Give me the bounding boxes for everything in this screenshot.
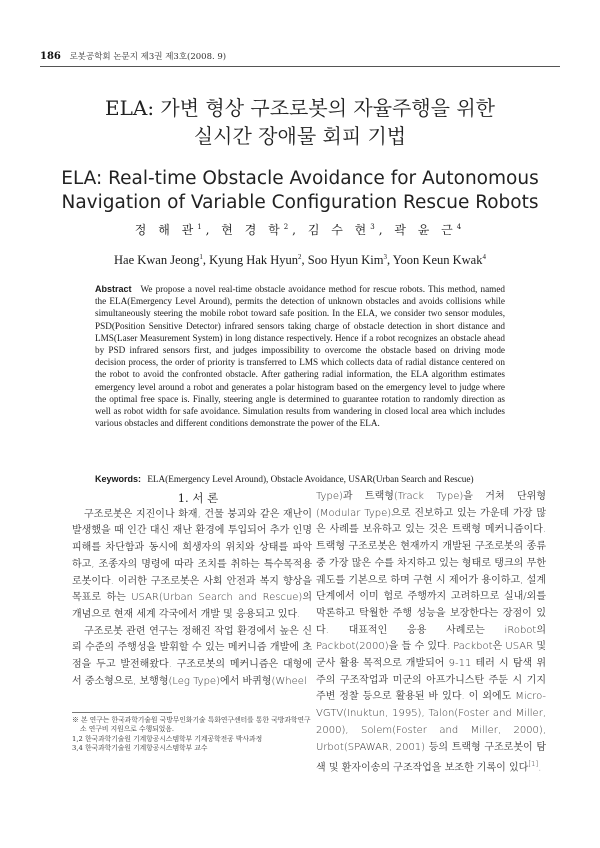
journal-name: 로봇공학회 논문지 제3권 제3호(2008. 9) xyxy=(69,52,227,62)
title-english xyxy=(40,167,560,215)
author-ko-1: 정 해 관$^1$ xyxy=(134,223,206,237)
section-heading-introduction: 1. 서 론 xyxy=(177,491,219,505)
authors-english: Hae Kwan Jeong$^1$, Kyung Hak Hyun$^2$, Soo Hyun Kim$^3$, Yoon Keun Kwak$^4$ xyxy=(114,253,486,268)
footnote-affiliation-3-4: 3,4 한국과학기술원 기계항공시스템학부 교수 xyxy=(72,743,208,752)
right-column xyxy=(316,489,546,777)
author-ko-3: 김 수 현$^3$ xyxy=(307,223,379,237)
author-en-3: Soo Hyun Kim$^3$ xyxy=(307,253,387,268)
footnote-funding: ※ 본 연구는 한국과학기술원 국방무인화기술 특화연구센터를 통한 국방과학연구소 연구비 지원으로 수행되었음. xyxy=(72,716,311,734)
footnotes xyxy=(72,716,312,753)
left-paragraph-1: 구조로봇은 지진이나 화재, 건물 붕괴와 같은 재난이 발생했을 때 인간 대신 재난 환경에 투입되어 추가 인명피해를 차단함과 동시에 희생자의 위치와 상태를 파악하고, 조종자의 명령에 따라 조치를 취하는 특수목적용 로봇이다. 이러한 구조로봇은 사회 안전과 복지 향상을 목표로 하는 USAR(Urban Search and Rescue)의 개념으로 현재 세계 각국에서 개발 및 응용되고 있다. xyxy=(72,508,312,620)
title-korean-line1: ELA: 가변 형상 구조로봇의 자율주행을 위한 xyxy=(105,96,495,120)
citation-ref: [1] xyxy=(528,760,539,769)
title-english-line2: Navigation of Variable Configuration Rescue Robots xyxy=(61,192,539,213)
abstract-text: We propose a novel real-time obstacle avoidance method for rescue robots. This method, named the ELA(Emergency Level Around), permits the detection of unknown obstacles and avoids collisions while simultaneously steering the mobile robot toward safe position. In the ELA, we consider two sensor modules, PSD(Position Sensitive Detector) infrared sensors taking charge of obstacle detection in short distance and LMS(Laser Measurement System) in long distance respectively. Hence if a robot recognizes an obstacle ahead by PSD infrared sensors first, and judges impossibility to overcome the obstacle based on driving mode decision process, the order of priority is transferred to LMS which collects data of radial distance centered on the robot to avoid the confronted obstacle. After gathering radial information, the ELA algorithm estimates emergency level around a robot and generates a polar histogram based on the emergency level to judge where the optimal free space is. Finally, steering angle is determined to guarantee rotation to randomly direction as well as robot width for safe avoidance. Simulation results from wandering in closed local area which includes various obstacles and different conditions demonstrate the power of the ELA. xyxy=(95,284,505,429)
header-rule xyxy=(40,66,560,67)
author-en-1: Hae Kwan Jeong$^1$ xyxy=(114,253,203,268)
keywords xyxy=(95,474,505,484)
footnote-affiliation-1-2: 1,2 한국과학기술원 기계항공시스템학부 기계공학전공 박사과정 xyxy=(72,734,263,743)
title-korean-line2: 실시간 장애물 회피 기법 xyxy=(193,124,407,148)
author-en-4: Yoon Keun Kwak$^4$ xyxy=(392,253,486,268)
title-english-line1: ELA: Real-time Obstacle Avoidance for Autonomous xyxy=(61,168,539,189)
authors-korean: 정 해 관$^1$, 현 경 학$^2$, 김 수 현$^3$, 곽 윤 근$^4$ xyxy=(134,223,466,237)
abstract xyxy=(95,283,505,429)
left-column xyxy=(72,490,312,690)
left-paragraph-2: 구조로봇 관련 연구는 정해진 작업 환경에서 높은 신뢰 수준의 주행성을 발휘할 수 있는 메커니즘 개발에 초점을 두고 발전해왔다. 구조로봇의 메커니즘은 대형에서 중소형으로, 보행형(Leg Type)에서 바퀴형(Wheel xyxy=(72,625,312,687)
author-ko-4: 곽 윤 근$^4$ xyxy=(394,223,466,237)
running-header xyxy=(40,50,226,62)
author-en-2: Kyung Hak Hyun$^2$ xyxy=(209,253,302,268)
page-number: 186 xyxy=(40,51,61,62)
footnote-rule xyxy=(72,712,172,713)
keywords-label: Keywords: xyxy=(95,474,142,484)
abstract-label: Abstract xyxy=(95,284,132,294)
title-korean xyxy=(40,94,560,150)
keywords-text: ELA(Emergency Level Around), Obstacle Avoidance, USAR(Urban Search and Rescue) xyxy=(147,474,474,484)
author-ko-2: 현 경 학$^2$ xyxy=(221,223,293,237)
right-paragraph: Type)과 트랙형(Track Type)을 거쳐 단위형(Modular Type)으로 진보하고 있는 가운데 가장 많은 사례를 보유하고 있는 것은 트랙형 메커니즘이다. 트랙형 구조로봇은 현재까지 개발된 구조로봇의 종류 중 가장 많은 수를 차지하고 있는 형태로 탱크의 무한궤도를 기본으로 하며 구현 시 제어가 용이하고, 설계 단계에서 이미 험로 주행까지 고려하므로 실내/외를 막론하고 탁월한 주행 성능을 보장한다는 장점이 있다. 대표적인 응용 사례로는 iRobot의 Packbot(2000)을 들 수 있다. Packbot은 USAR 및 군사 활용 목적으로 개발되어 9-11 테러 시 탐색 위주의 구조작업과 미군의 아프가니스탄 주둔 시 기지 주변 정찰 등으로 활용된 바 있다. 이 외에도 Micro-VGTV(Inuktun, 1995), Talon(Foster and Miller, 2000), Solem(Foster and Miller, 2000), Urbot(SPAWAR, 2001) 등의 트랙형 구조로봇이 탐색 및 환자이송의 구조작업을 보조한 기록이 있다[1]. xyxy=(316,491,546,774)
